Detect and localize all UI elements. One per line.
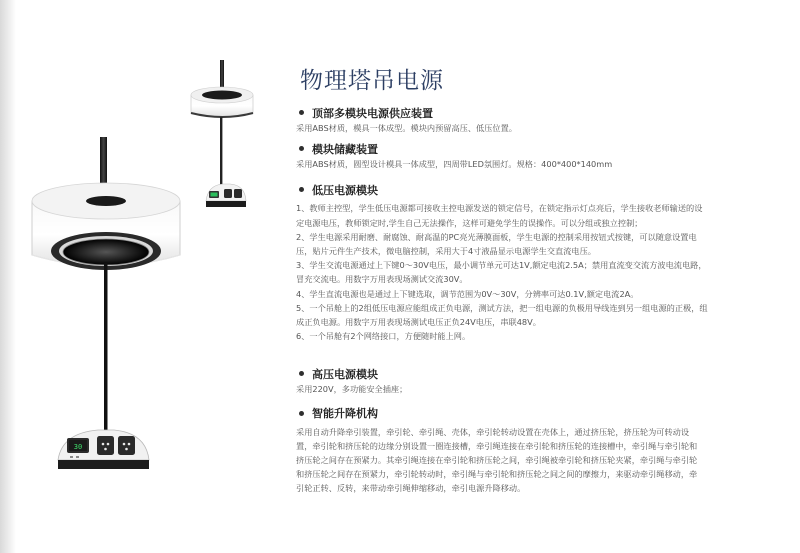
spec-list	[296, 104, 776, 496]
page-title: 物理塔吊电源	[300, 68, 444, 94]
bullet-icon	[299, 371, 304, 376]
section-line: 2、学生电源采用耐磨、耐腐蚀、耐高温的PC亮光薄膜面板，学生电源的控制采用按钮式按键，可以随意设置电	[296, 231, 697, 242]
section-lifting-mechanism	[296, 405, 776, 496]
section-line: 压，贴片元件生产技术，微电脑控制，采用大于4寸液晶显示电源学生交直流电压。	[296, 246, 596, 257]
section-line: 和挤压轮之间存在预紧力，牵引轮转动时，牵引绳与牵引轮和挤压轮之间之间的摩擦力，来驱动牵引绳移动，牵	[296, 469, 698, 480]
section-line: 挤压轮之间存在预紧力。其牵引绳连接在牵引轮和挤压轮之间，牵引绳被牵引轮和挤压轮夹紧，牵引绳与牵引轮	[296, 455, 698, 466]
section-line: 采用自动升降牵引装置，牵引轮、牵引绳、壳体，牵引轮转动设置在壳体上，通过挤压轮，挤压轮为可转动设	[296, 426, 690, 437]
bullet-icon	[299, 110, 304, 115]
section-line: 4、学生直流电源也是通过上下键选取，调节范围为0V～30V，分辨率可达0.1V,额定电流2A。	[296, 288, 639, 299]
section-title: 顶部多模块电源供应装置	[312, 106, 433, 120]
bullet-icon	[299, 146, 304, 151]
section-high-voltage	[296, 365, 776, 396]
section-line: 成正负电源。用数字万用表现场测试电压正负24V电压，串联48V。	[296, 317, 541, 328]
section-line: 1、教师主控型，学生低压电源都可接收主控电源发送的锁定信号，在锁定指示灯点亮后，学生接收老师输送的设	[296, 203, 703, 214]
section-storage	[296, 140, 776, 171]
section-title: 模块储藏装置	[312, 142, 378, 156]
section-line: 引轮正转、反转，来带动牵引绳伸缩移动，牵引电源升降移动。	[296, 483, 526, 494]
section-line: 采用220V，多功能安全插座；	[296, 384, 408, 395]
section-line: 置，牵引轮和挤压轮的边缘分别设置一圈连接槽，牵引绳连接在牵引轮和挤压轮的连接槽中，牵引绳与牵引轮和	[296, 440, 698, 451]
section-line: 采用ABS材质，模具一体成型。模块内预留高压、低压位置。	[296, 123, 517, 133]
large-unit	[32, 137, 180, 469]
section-line: 采用ABS材质，圆型设计模具一体成型，四周带LED氛围灯。规格：400*400*140mm	[296, 159, 613, 170]
section-low-voltage	[296, 181, 776, 343]
section-line: 5、一个吊舱上的2组低压电源应能组成正负电源，测试方法，把一组电源的负极用导线连到另一组电源的正极，组	[296, 302, 708, 313]
section-title: 低压电源模块	[312, 183, 378, 197]
bullet-icon	[299, 411, 304, 416]
device-display: 30	[73, 443, 83, 451]
page-edge-shadow	[0, 0, 16, 553]
product-photo	[18, 55, 273, 545]
section-line: 3、学生交流电源通过上下键0～30V电压，最小调节单元可达1V,额定电流2.5A；禁用直流变交流方波电流电路，	[296, 260, 707, 271]
section-title: 智能升降机构	[312, 407, 378, 421]
small-unit	[191, 60, 253, 207]
section-line: 冒充交流电。用数字万用表现场测试交流30V。	[296, 274, 468, 285]
bullet-icon	[299, 187, 304, 192]
section-top-power-supply	[296, 104, 776, 135]
section-line: 6、一个吊舱有2个网络接口，方便随时能上网。	[296, 331, 471, 342]
section-title: 高压电源模块	[312, 367, 378, 381]
section-line: 定电源电压，教师锁定时,学生自己无法操作，这样可避免学生的误操作。可以分组或独立控制；	[296, 217, 643, 228]
